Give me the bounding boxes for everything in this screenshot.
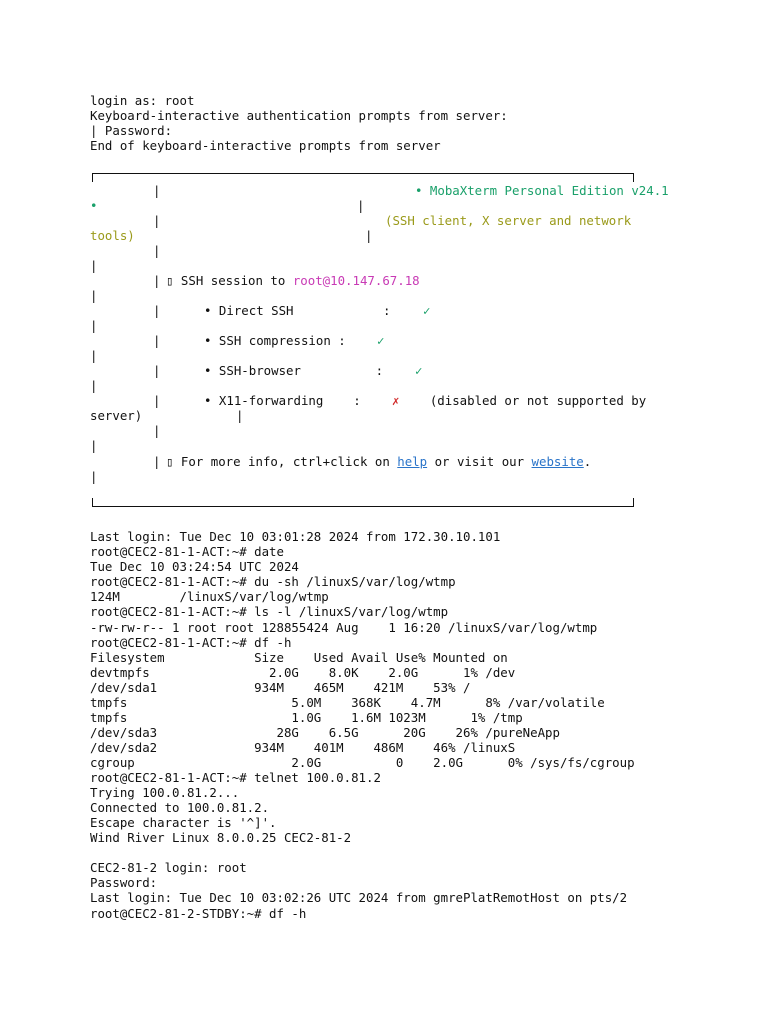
product-name: MobaXterm Personal Edition v24.1 xyxy=(429,183,669,198)
more-info-label: ▯ For more info, ctrl+click on xyxy=(166,454,398,469)
banner-border: | xyxy=(90,469,98,484)
banner-product-line xyxy=(415,183,669,198)
login-as-line: login as: root xyxy=(90,93,195,108)
terminal-line: CEC2-81-2 login: root xyxy=(90,860,247,875)
terminal-line: devtmpfs 2.0G 8.0K 2.0G 1% /dev xyxy=(90,665,516,680)
website-link[interactable]: website xyxy=(531,454,584,469)
ssh-session-label: ▯ SSH session to xyxy=(166,273,293,288)
banner-box-bottom xyxy=(92,498,634,507)
banner-border: | xyxy=(90,378,98,393)
banner-border: | xyxy=(153,243,161,258)
more-info-end: . xyxy=(583,454,592,469)
check-icon: ✓ xyxy=(377,333,385,348)
help-link[interactable]: help xyxy=(397,454,428,469)
terminal-line: 124M /linuxS/var/log/wtmp xyxy=(90,589,329,604)
terminal-line: Tue Dec 10 03:24:54 UTC 2024 xyxy=(90,559,299,574)
terminal-line: root@CEC2-81-1-ACT:~# du -sh /linuxS/var/log/wtmp xyxy=(90,574,456,589)
terminal-line: /dev/sda2 934M 401M 486M 46% /linuxS xyxy=(90,740,516,755)
ssh-session-line xyxy=(166,273,420,288)
banner-border: | xyxy=(153,333,161,348)
terminal-line: root@CEC2-81-1-ACT:~# df -h xyxy=(90,635,292,650)
ssh-compression-label: • SSH compression : xyxy=(204,333,346,348)
banner-border: | xyxy=(90,318,98,333)
banner-border: | xyxy=(357,198,365,213)
x11-forwarding-label: • X11-forwarding : xyxy=(204,393,361,408)
terminal-line: Connected to 100.0.81.2. xyxy=(90,800,270,815)
banner-border: | xyxy=(153,393,161,408)
terminal-line: Last login: Tue Dec 10 03:02:26 UTC 2024 from gmrePlatRemotHost on pts/2 xyxy=(90,890,628,905)
terminal-line: /dev/sda3 28G 6.5G 20G 26% /pureNeApp xyxy=(90,725,560,740)
more-info-line xyxy=(166,454,591,469)
check-icon: ✓ xyxy=(423,303,431,318)
more-info-mid: or visit our xyxy=(427,454,532,469)
banner-box-top xyxy=(92,173,634,182)
terminal-line: Password: xyxy=(90,875,158,890)
terminal-line: -rw-rw-r-- 1 root root 128855424 Aug 1 16:20 /linuxS/var/log/wtmp xyxy=(90,620,598,635)
banner-border: | xyxy=(153,213,161,228)
kbd-end-line: End of keyboard-interactive prompts from server xyxy=(90,138,441,153)
banner-border: | xyxy=(153,363,161,378)
banner-border: | xyxy=(236,408,244,423)
terminal-line: root@CEC2-81-1-ACT:~# ls -l /linuxS/var/log/wtmp xyxy=(90,604,449,619)
terminal-line: root@CEC2-81-2-STDBY:~# df -h xyxy=(90,906,307,921)
terminal-line: tmpfs 1.0G 1.6M 1023M 1% /tmp xyxy=(90,710,523,725)
direct-ssh-label: • Direct SSH : xyxy=(204,303,391,318)
x11-note: (disabled or not supported by xyxy=(400,393,647,408)
banner-border: | xyxy=(153,273,161,288)
banner-border: | xyxy=(153,303,161,318)
terminal-line: Last login: Tue Dec 10 03:01:28 2024 from 172.30.10.101 xyxy=(90,529,501,544)
terminal-line: tmpfs 5.0M 368K 4.7M 8% /var/volatile xyxy=(90,695,605,710)
terminal-line: root@CEC2-81-1-ACT:~# telnet 100.0.81.2 xyxy=(90,770,381,785)
banner-subtitle: (SSH client, X server and network xyxy=(385,213,632,228)
ssh-browser-label: • SSH-browser : xyxy=(204,363,384,378)
kbd-interactive-line: Keyboard-interactive authentication prompts from server: xyxy=(90,108,508,123)
banner-border: | xyxy=(153,183,161,198)
banner-subtitle-wrap: tools) xyxy=(90,228,135,243)
banner-border: | xyxy=(365,228,373,243)
banner-border: | xyxy=(90,348,98,363)
x11-note-wrap: server) xyxy=(90,408,143,423)
terminal-line: Escape character is '^]'. xyxy=(90,815,277,830)
banner-border: | xyxy=(153,454,161,469)
ssh-target: root@10.147.67.18 xyxy=(292,273,420,288)
banner-product-wrap: • xyxy=(90,198,98,213)
check-icon: ✓ xyxy=(415,363,423,378)
terminal-line: root@CEC2-81-1-ACT:~# date xyxy=(90,544,284,559)
cross-icon: ✗ xyxy=(392,393,400,408)
banner-border: | xyxy=(153,423,161,438)
terminal-line: Filesystem Size Used Avail Use% Mounted on xyxy=(90,650,508,665)
terminal-line: cgroup 2.0G 0 2.0G 0% /sys/fs/cgroup xyxy=(90,755,635,770)
bullet-icon: • xyxy=(415,183,430,198)
password-prompt-line: | Password: xyxy=(90,123,173,138)
terminal-line: Wind River Linux 8.0.0.25 CEC2-81-2 xyxy=(90,830,352,845)
terminal-line: /dev/sda1 934M 465M 421M 53% / xyxy=(90,680,471,695)
terminal-line: Trying 100.0.81.2... xyxy=(90,785,240,800)
banner-border: | xyxy=(90,258,98,273)
banner-border: | xyxy=(90,288,98,303)
banner-border: | xyxy=(90,438,98,453)
